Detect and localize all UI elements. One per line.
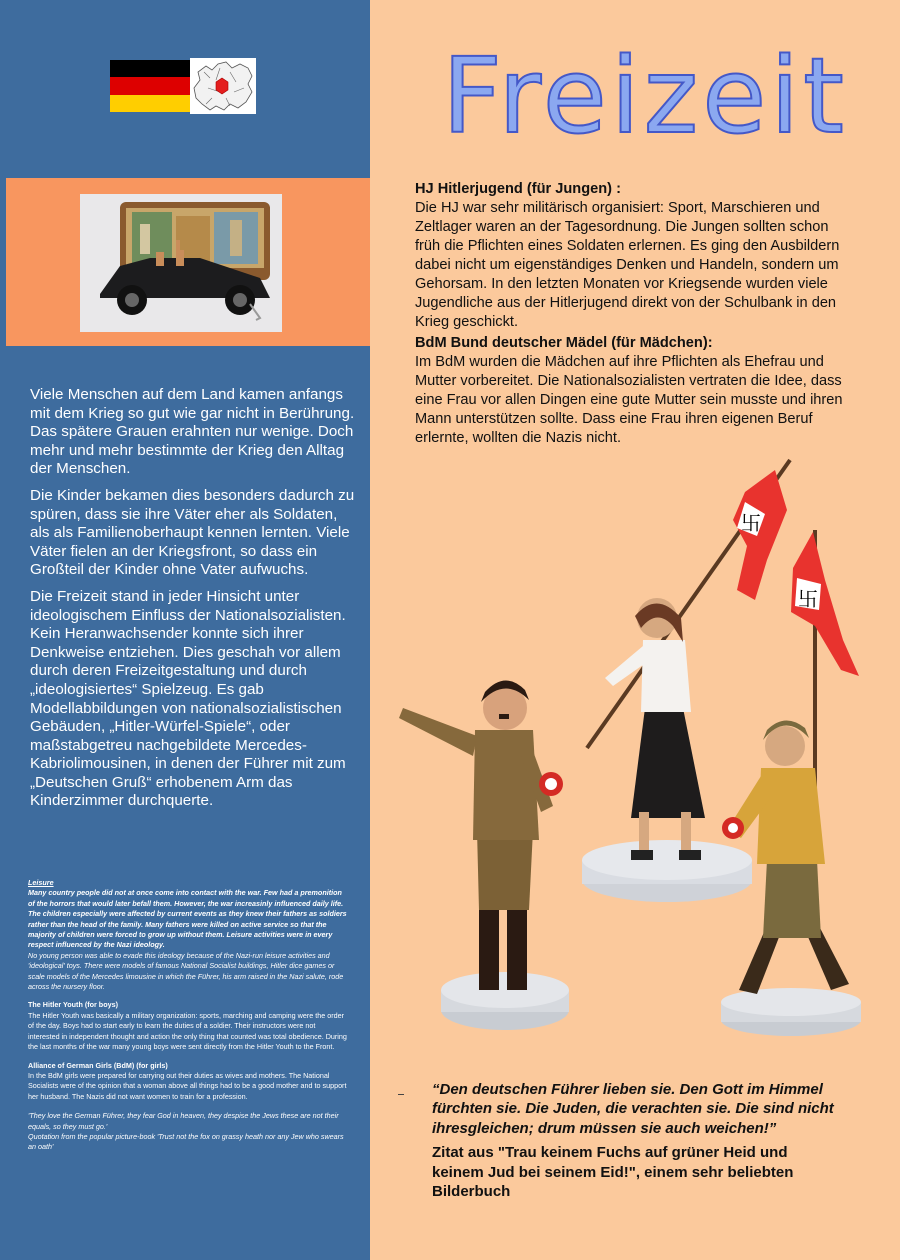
hj-english-heading: The Hitler Youth (for boys) xyxy=(28,1000,118,1010)
toy-car-photo xyxy=(80,194,282,332)
bdm-english-text: In the BdM girls were prepared for carrying out their duties as wives and mothers. The National Socialists were of the opinion that a woman above all things had to be a good mother and to support her husband. The Nazis did not want women to train for a profession. xyxy=(28,1070,347,1101)
hj-heading: HJ Hitlerjugend (für Jungen) : xyxy=(415,181,621,197)
german-paragraph: Die Freizeit stand in jeder Hinsicht unter ideologischem Einfluss der Nationalsozialisten. Kein Heranwachsender konnte sich ihrer Denkweise entziehen. Dies geschah vor allem durch deren Freizeitgestaltung und durch „ideologisiertes“ Spielzeug. Es gab Modellabbildungen von nationalsozialistischen Gebäuden, „Hitler-Würfel-Spiele“, oder maßstabgetreu nachgebildete Mercedes-Kabriolimousinen, in denen der Führer mit zum „Deutschen Gruß“ erhobenem Arm das Kinderzimmer durchquerte. xyxy=(30,587,346,810)
quote-english: 'They love the German Führer, they fear God in heaven, they despise the Jews these are not their equals, so they must go.' xyxy=(28,1111,339,1131)
quote-source-english: Quotation from the popular picture-book 'Trust not the fox on grassy heath nor any Jew who swears an oath' xyxy=(28,1131,344,1152)
leisure-bold-text: Many country people did not at once come into contact with the war. Few had a premonition of the horrors that would later befall them. However, the war increasinly influenced daily life. The children especially were affected by current events as they knew their fathers as soldiers rather than the head of the family. Many fathers were killed on active service so that the majority of children were forced to grow up without them. Leisure activities were in every respect influenced by the Nazi ideology. xyxy=(28,888,347,950)
officer-figure xyxy=(399,680,569,1030)
left-german-text xyxy=(30,386,355,819)
svg-text:卐: 卐 xyxy=(741,511,761,535)
german-paragraph: Die Kinder bekamen dies besonders dadurch zu spüren, dass sie ihre Väter eher als Soldaten, als als Familienoberhaupt kennen lernten. Viele Väter fielen an der Kriegsfront, so dass ein Großteil der Kinder ohne Vater aufwuchs. xyxy=(30,486,355,579)
hj-english-text: The Hitler Youth was basically a military organization: sports, marching and camping were the order of the day. Boys had to start early to learn the duties of a soldier. Their instructors were not interested in independent thought and action the only thing that counted was total obedience. During the last months of the war many young boys were sent directly from the Hitler Youth to the Front. xyxy=(28,1010,347,1052)
leisure-heading: Leisure xyxy=(28,878,54,887)
right-text xyxy=(415,180,855,450)
quote-text: “Den deutschen Führer lieben sie. Den Gott im Himmel fürchten sie. Die Juden, die verachten sie. Die sind nicht ihresgleichen; drum müssen sie auch weichen!” xyxy=(432,1081,834,1137)
quote-source: Zitat aus "Trau keinem Fuchs auf grüner Heid und keinem Jud bei seinem Eid!", einem sehr beliebten Bilderbuch xyxy=(432,1144,794,1201)
svg-text:卐: 卐 xyxy=(798,587,818,611)
toy-figures-photo xyxy=(395,450,875,1040)
bdm-heading: BdM Bund deutscher Mädel (für Mädchen): xyxy=(415,335,713,351)
german-paragraph: Viele Menschen auf dem Land kamen anfangs mit dem Krieg so gut wie gar nicht in Berührung. Das spätere Grauen erahnten nur wenige. Doch mehr und mehr bestimmte der Krieg den Alltag der Menschen. xyxy=(30,386,355,478)
bdm-english-heading: Alliance of German Girls (BdM) (for girls) xyxy=(28,1060,168,1070)
boy-figure xyxy=(721,530,861,1036)
left-english-text xyxy=(28,878,348,1153)
divider-dash xyxy=(398,1094,404,1095)
german-flag-icon xyxy=(110,60,190,112)
leisure-italic-text: No young person was able to evade this ideology because of the Nazi-run leisure activities and 'ideological' toys. There were models of famous National Socialist buildings, Hitler dice games or scale models of the Mercedes limousine in which the Führer, his arm raised in the Nazi salute, rode across the nursery floor. xyxy=(28,950,344,992)
page-title: Freizeit xyxy=(442,35,848,157)
hj-text: Die HJ war sehr militärisch organisiert: Sport, Marschieren und Zeltlager waren an der Tagesordnung. Die Jungen sollten schon früh die Pflichten eines Soldaten erlernen. Es ging den Ausbildern dabei nicht um eigenständiges Denken und Handeln, sondern um Gehorsam. In den letzten Monaten vor Kriegsende wurden viele Jugendliche aus der Hitlerjugend direkt von der Schulbank in den Krieg geschickt. xyxy=(415,200,840,330)
bdm-text: Im BdM wurden die Mädchen auf ihre Pflichten als Ehefrau und Mutter vorbereitet. Die Nationalsozialisten vertraten die Idee, dass eine Frau vor allen Dingen eine gute Mutter sein musste und ihren Mann unterstützen sollte. Dass eine Frau ihren eigenen Beruf erlernte, wollten die Nazis nicht. xyxy=(415,354,843,446)
europe-map-icon xyxy=(190,58,256,114)
